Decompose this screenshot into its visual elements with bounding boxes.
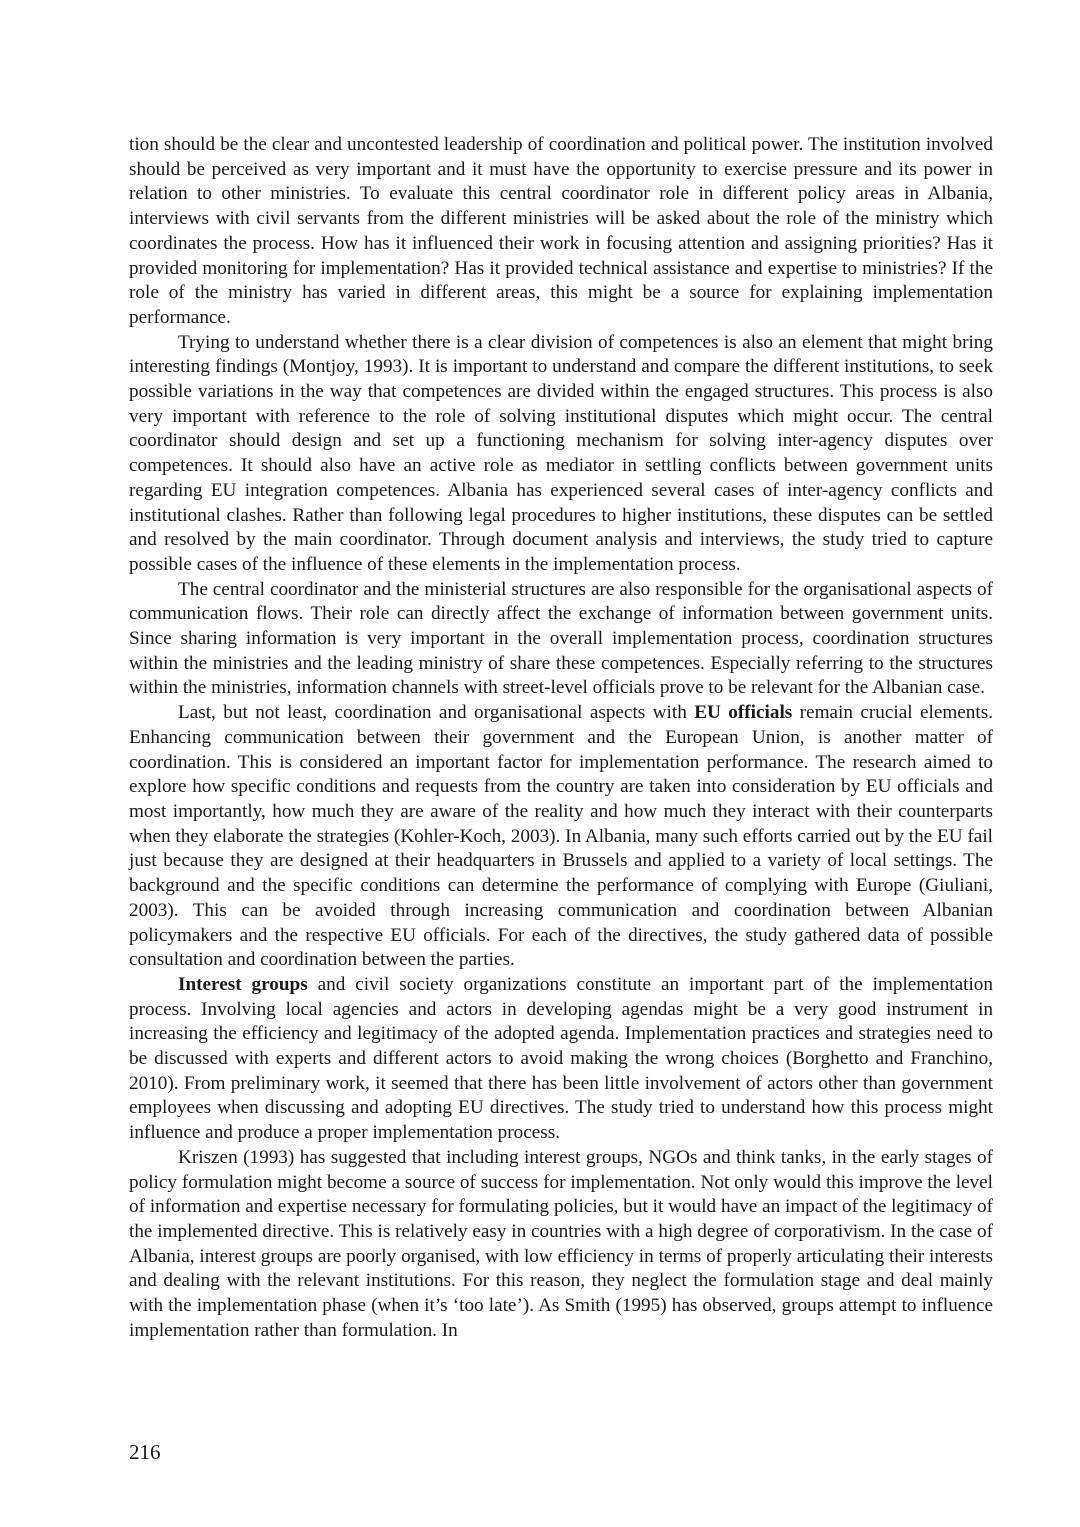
- paragraph-text: and civil society organizations constitute an important part of the implementation process. Involving local agencies and actors in developing agendas might be a very good instrument in increasing the efficiency and legitimacy of the adopted agenda. Implementation practices and strategies need to be discussed with experts and different actors to avoid making the wrong choices (Borghetto and Franchino, 2010). From preliminary work, it seemed that there has been little involvement of actors other than government employees when discussing and adopting EU directives. The study tried to understand how this process might influence and produce a proper implementation process.: [129, 973, 993, 1144]
- bold-term-eu-officials: EU officials: [694, 702, 793, 724]
- paragraph-division-of-competences: Trying to understand whether there is a clear division of competences is also an element that might bring interesting findings (Montjoy, 1993). It is important to understand and compare the different institutions, to seek possible variations in the way that competences are divided within the engaged structures. This process is also very important with reference to the role of solving institutional disputes which might occur. The central coordinator should design and set up a functioning mechanism for solving inter-agency disputes over competences. It should also have an active role as mediator in settling conflicts between government units regarding EU integration competences. Albania has experienced several cases of inter-agency conflicts and institutional clashes. Rather than following legal procedures to higher institutions, these disputes can be settled and resolved by the main coordinator. Through document analysis and interviews, the study tried to capture possible cases of the influence of these elements in the implementation process.: [129, 331, 993, 575]
- paragraph-text: remain crucial elements. Enhancing communication between their government and the European Union, is another matter of coordination. This is considered an important factor for implementation performance. The research aimed to explore how specific conditions and requests from the country are taken into consideration by EU officials and most importantly, how much they are aware of the reality and how much they interact with their counterparts when they elaborate the strategies (Kohler-Koch, 2003). In Albania, many such efforts carried out by the EU fail just because they are designed at their headquarters in Brussels and applied to a variety of local settings. The background and the specific conditions can determine the performance of complying with Europe (Giuliani, 2003). This can be avoided through increasing communication and coordination between Albanian policymakers and the respective EU officials. For each of the directives, the study gathered data of possible consultation and coordination between the parties.: [129, 702, 993, 971]
- paragraph-interest-groups: [129, 973, 993, 1146]
- paragraph-eu-officials: [129, 701, 993, 973]
- paragraph-communication-flows: The central coordinator and the ministerial structures are also responsible for the organisational aspects of communication flows. Their role can directly affect the exchange of information between government units. Since sharing information is very important in the overall implementation process, coordination structures within the ministries and the leading ministry of share these competences. Especially referring to the structures within the ministries, information channels with street-level officials prove to be relevant for the Albanian case.: [129, 578, 993, 699]
- paragraph-text: Last, but not least, coordination and organisational aspects with: [178, 702, 695, 724]
- bold-term-interest-groups: Interest groups: [178, 973, 308, 995]
- page-number: 216: [129, 1440, 161, 1464]
- page-body: [129, 133, 993, 1343]
- paragraph-kriszen: Kriszen (1993) has suggested that including interest groups, NGOs and think tanks, in the early stages of policy formulation might become a source of success for implementation. Not only would this improve the level of information and expertise necessary for formulating policies, but it would have an impact of the legitimacy of the implemented directive. This is relatively easy in countries with a high degree of corporativism. In the case of Albania, interest groups are poorly organised, with low efficiency in terms of properly articulating their interests and dealing with the relevant institutions. For this reason, they neglect the formulation stage and deal mainly with the implementation phase (when it’s ‘too late’). As Smith (1995) has observed, groups attempt to influence implementation rather than formulation. In: [129, 1146, 993, 1341]
- paragraph-continuation: tion should be the clear and uncontested leadership of coordination and political power. The institution involved should be perceived as very important and it must have the opportunity to exercise pressure and its power in relation to other ministries. To evaluate this central coordinator role in different policy areas in Albania, interviews with civil servants from the different ministries will be asked about the role of the ministry which coordinates the process. How has it influenced their work in focusing attention and assigning priorities? Has it provided monitoring for implementation? Has it provided technical assistance and expertise to ministries? If the role of the ministry has varied in different areas, this might be a source for explaining implementation performance.: [129, 134, 993, 328]
